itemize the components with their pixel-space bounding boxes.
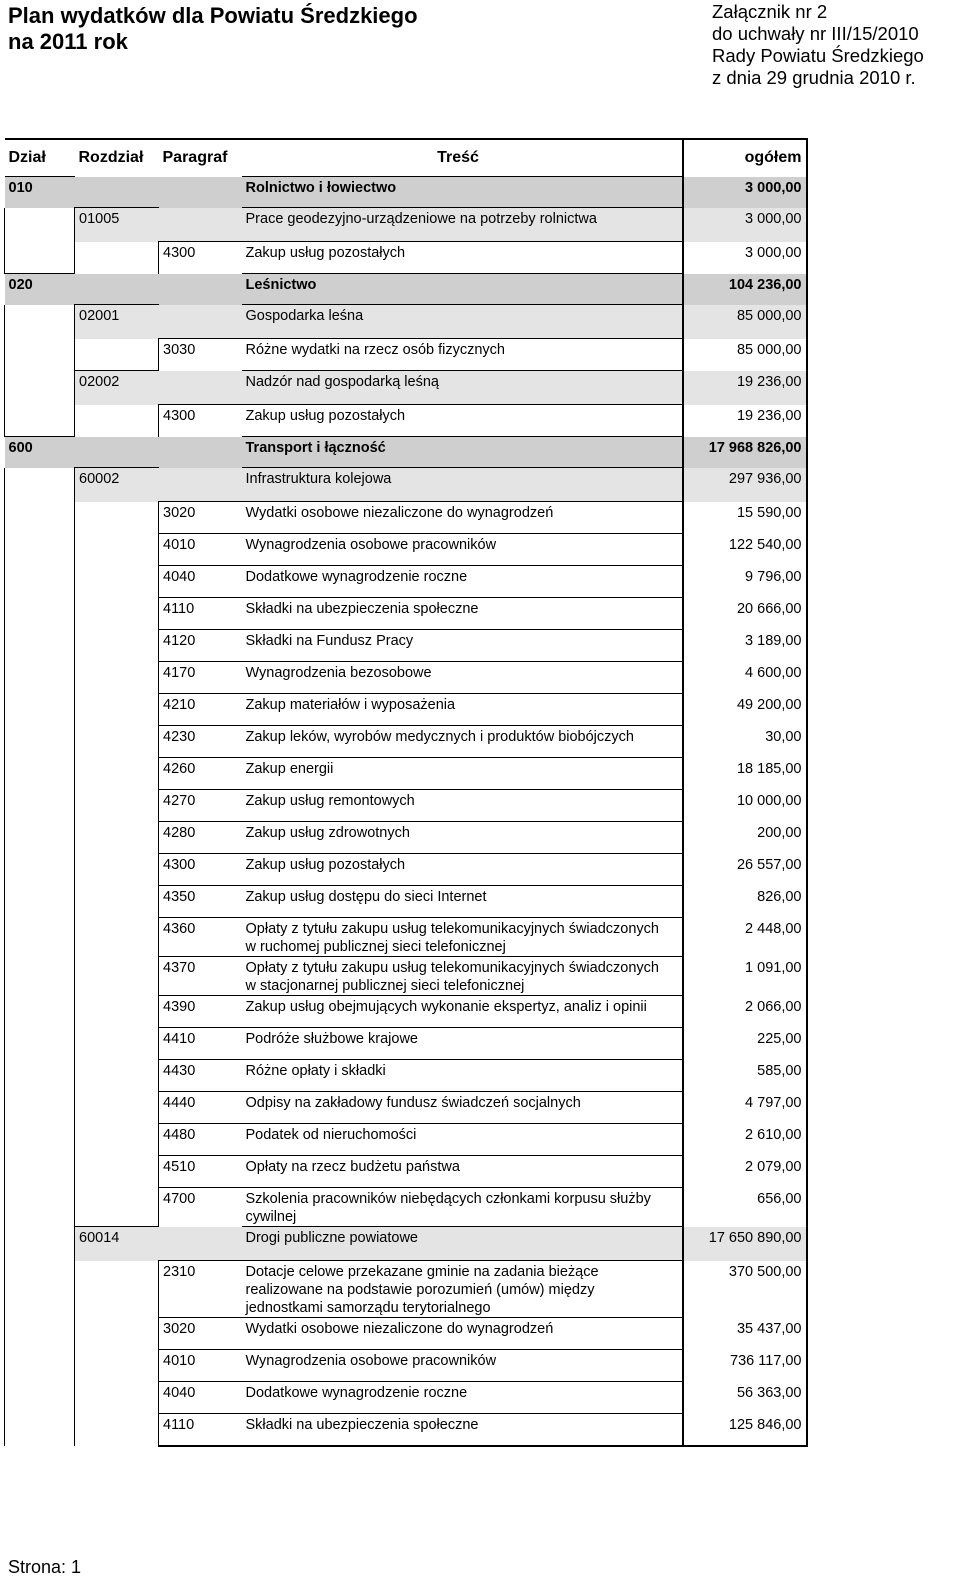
cell-ogolem: 3 189,00: [683, 630, 807, 662]
cell-gap: [675, 726, 683, 758]
cell-paragraf: [159, 1227, 242, 1261]
table-header-row: [5, 139, 807, 177]
expenditure-table: [4, 138, 808, 1447]
cell-rozdzial: [75, 1188, 159, 1227]
cell-ogolem: 30,00: [683, 726, 807, 758]
cell-tresc: Gospodarka leśna: [242, 305, 675, 339]
cell-dzial: [5, 1227, 75, 1261]
cell-dzial: 020: [5, 274, 75, 305]
table-row: [5, 1414, 807, 1447]
cell-dzial: [5, 758, 75, 790]
cell-gap: [675, 598, 683, 630]
annex-line-1: Załącznik nr 2: [712, 1, 828, 22]
cell-rozdzial: [75, 694, 159, 726]
cell-tresc: Drogi publiczne powiatowe: [242, 1227, 675, 1261]
cell-gap: [675, 758, 683, 790]
cell-ogolem: 3 000,00: [683, 208, 807, 242]
cell-tresc: Dodatkowe wynagrodzenie roczne: [242, 566, 675, 598]
header-tresc: Treść: [242, 139, 675, 177]
table-row: [5, 726, 807, 758]
cell-ogolem: 1 091,00: [683, 957, 807, 996]
cell-tresc: Wydatki osobowe niezaliczone do wynagrodzeń: [242, 1318, 675, 1350]
cell-gap: [675, 694, 683, 726]
cell-ogolem: 15 590,00: [683, 502, 807, 534]
cell-tresc: Zakup usług remontowych: [242, 790, 675, 822]
cell-paragraf: [159, 371, 242, 405]
cell-tresc: Składki na Fundusz Pracy: [242, 630, 675, 662]
cell-ogolem: 17 968 826,00: [683, 437, 807, 468]
cell-rozdzial: [75, 1350, 159, 1382]
cell-paragraf: 2310: [159, 1261, 242, 1318]
cell-ogolem: 2 066,00: [683, 996, 807, 1028]
cell-tresc: Zakup usług obejmujących wykonanie ekspertyz, analiz i opinii: [242, 996, 675, 1028]
cell-rozdzial: [75, 854, 159, 886]
cell-paragraf: 4110: [159, 1414, 242, 1447]
table-row: [5, 305, 807, 339]
document-title: [8, 3, 528, 55]
cell-gap: [675, 1414, 683, 1447]
table-row: [5, 694, 807, 726]
cell-rozdzial: [75, 1261, 159, 1318]
cell-gap: [675, 1156, 683, 1188]
cell-rozdzial: [75, 242, 159, 274]
cell-gap: [675, 534, 683, 566]
cell-tresc: Szkolenia pracowników niebędących członkami korpusu służby cywilnej: [242, 1188, 675, 1227]
cell-paragraf: 3020: [159, 502, 242, 534]
cell-dzial: [5, 371, 75, 405]
cell-dzial: [5, 1350, 75, 1382]
cell-ogolem: 200,00: [683, 822, 807, 854]
table-row: [5, 208, 807, 242]
cell-rozdzial: 02001: [75, 305, 159, 339]
cell-gap: [675, 1028, 683, 1060]
cell-rozdzial: [75, 957, 159, 996]
cell-paragraf: 4360: [159, 918, 242, 957]
cell-rozdzial: [75, 630, 159, 662]
cell-ogolem: 4 797,00: [683, 1092, 807, 1124]
cell-tresc: Podatek od nieruchomości: [242, 1124, 675, 1156]
cell-rozdzial: [75, 918, 159, 957]
cell-rozdzial: [75, 437, 159, 468]
cell-gap: [675, 437, 683, 468]
cell-dzial: [5, 1124, 75, 1156]
cell-ogolem: 85 000,00: [683, 339, 807, 371]
cell-ogolem: 35 437,00: [683, 1318, 807, 1350]
cell-paragraf: 4440: [159, 1092, 242, 1124]
cell-ogolem: 85 000,00: [683, 305, 807, 339]
cell-gap: [675, 886, 683, 918]
cell-gap: [675, 208, 683, 242]
cell-rozdzial: 02002: [75, 371, 159, 405]
cell-dzial: [5, 630, 75, 662]
cell-tresc: Prace geodezyjno-urządzeniowe na potrzeby rolnictwa: [242, 208, 675, 242]
table-row: [5, 371, 807, 405]
table-row: [5, 242, 807, 274]
cell-ogolem: 3 000,00: [683, 242, 807, 274]
cell-ogolem: 19 236,00: [683, 371, 807, 405]
cell-gap: [675, 630, 683, 662]
cell-ogolem: 297 936,00: [683, 468, 807, 502]
cell-ogolem: 2 079,00: [683, 1156, 807, 1188]
cell-paragraf: 4210: [159, 694, 242, 726]
table-row: [5, 1124, 807, 1156]
table-row: [5, 437, 807, 468]
cell-gap: [675, 305, 683, 339]
cell-paragraf: 4480: [159, 1124, 242, 1156]
cell-dzial: [5, 957, 75, 996]
cell-tresc: Wynagrodzenia osobowe pracowników: [242, 1350, 675, 1382]
cell-tresc: Podróże służbowe krajowe: [242, 1028, 675, 1060]
cell-paragraf: 4010: [159, 534, 242, 566]
table-row: [5, 1261, 807, 1318]
cell-dzial: [5, 1318, 75, 1350]
cell-gap: [675, 1350, 683, 1382]
cell-tresc: Dotacje celowe przekazane gminie na zadania bieżące realizowane na podstawie porozumień (umów) między jednostkami samorządu terytorialnego: [242, 1261, 675, 1318]
table-row: [5, 790, 807, 822]
cell-dzial: [5, 854, 75, 886]
cell-paragraf: 4350: [159, 886, 242, 918]
cell-ogolem: 26 557,00: [683, 854, 807, 886]
cell-ogolem: 736 117,00: [683, 1350, 807, 1382]
cell-paragraf: 4040: [159, 1382, 242, 1414]
cell-paragraf: 4120: [159, 630, 242, 662]
cell-ogolem: 104 236,00: [683, 274, 807, 305]
cell-tresc: Dodatkowe wynagrodzenie roczne: [242, 1382, 675, 1414]
cell-gap: [675, 1382, 683, 1414]
cell-ogolem: 122 540,00: [683, 534, 807, 566]
table-row: [5, 758, 807, 790]
cell-tresc: Odpisy na zakładowy fundusz świadczeń socjalnych: [242, 1092, 675, 1124]
cell-dzial: [5, 1261, 75, 1318]
cell-dzial: [5, 1156, 75, 1188]
cell-tresc: Zakup materiałów i wyposażenia: [242, 694, 675, 726]
table-row: [5, 502, 807, 534]
cell-dzial: [5, 726, 75, 758]
cell-paragraf: 4700: [159, 1188, 242, 1227]
header-ogolem: ogółem: [683, 139, 807, 177]
cell-dzial: [5, 822, 75, 854]
cell-ogolem: 17 650 890,00: [683, 1227, 807, 1261]
table-body: [5, 177, 807, 1447]
table-row: [5, 957, 807, 996]
cell-dzial: [5, 1028, 75, 1060]
cell-dzial: [5, 566, 75, 598]
table-row: [5, 1092, 807, 1124]
cell-ogolem: 10 000,00: [683, 790, 807, 822]
cell-dzial: [5, 694, 75, 726]
cell-tresc: Rolnictwo i łowiectwo: [242, 177, 675, 208]
table-row: [5, 1227, 807, 1261]
cell-ogolem: 370 500,00: [683, 1261, 807, 1318]
cell-paragraf: 4110: [159, 598, 242, 630]
cell-gap: [675, 996, 683, 1028]
cell-gap: [675, 1261, 683, 1318]
cell-dzial: [5, 242, 75, 274]
cell-gap: [675, 177, 683, 208]
cell-tresc: Infrastruktura kolejowa: [242, 468, 675, 502]
header-gap: [675, 139, 683, 177]
cell-dzial: [5, 468, 75, 502]
cell-paragraf: 4390: [159, 996, 242, 1028]
cell-tresc: Opłaty z tytułu zakupu usług telekomunikacyjnych świadczonych w ruchomej publicznej sieci telefonicznej: [242, 918, 675, 957]
cell-tresc: Zakup energii: [242, 758, 675, 790]
cell-ogolem: 2 448,00: [683, 918, 807, 957]
cell-tresc: Wynagrodzenia osobowe pracowników: [242, 534, 675, 566]
cell-rozdzial: 01005: [75, 208, 159, 242]
cell-ogolem: 9 796,00: [683, 566, 807, 598]
cell-ogolem: 49 200,00: [683, 694, 807, 726]
table-row: [5, 854, 807, 886]
cell-ogolem: 20 666,00: [683, 598, 807, 630]
cell-gap: [675, 790, 683, 822]
cell-gap: [675, 918, 683, 957]
table-row: [5, 405, 807, 437]
cell-tresc: Zakup usług pozostałych: [242, 854, 675, 886]
cell-tresc: Wynagrodzenia bezosobowe: [242, 662, 675, 694]
cell-paragraf: 4260: [159, 758, 242, 790]
cell-dzial: [5, 534, 75, 566]
cell-dzial: [5, 1382, 75, 1414]
cell-dzial: [5, 918, 75, 957]
cell-dzial: [5, 790, 75, 822]
cell-rozdzial: [75, 1028, 159, 1060]
cell-dzial: [5, 598, 75, 630]
table-row: [5, 918, 807, 957]
cell-rozdzial: [75, 726, 159, 758]
cell-dzial: [5, 1060, 75, 1092]
table-row: [5, 886, 807, 918]
table-row: [5, 468, 807, 502]
cell-paragraf: 4230: [159, 726, 242, 758]
cell-dzial: [5, 662, 75, 694]
cell-ogolem: 2 610,00: [683, 1124, 807, 1156]
cell-gap: [675, 822, 683, 854]
cell-paragraf: 4280: [159, 822, 242, 854]
header-dzial: Dział: [5, 139, 75, 177]
cell-gap: [675, 242, 683, 274]
cell-rozdzial: [75, 996, 159, 1028]
cell-rozdzial: [75, 790, 159, 822]
title-line-1: Plan wydatków dla Powiatu Średzkiego: [8, 3, 418, 28]
annex-line-3: Rady Powiatu Średzkiego: [712, 45, 924, 66]
table-row: [5, 1188, 807, 1227]
cell-ogolem: 56 363,00: [683, 1382, 807, 1414]
cell-paragraf: 4300: [159, 854, 242, 886]
table-row: [5, 566, 807, 598]
cell-gap: [675, 854, 683, 886]
table-row: [5, 1028, 807, 1060]
cell-dzial: [5, 1414, 75, 1447]
annex-reference: [712, 1, 960, 89]
cell-gap: [675, 1092, 683, 1124]
cell-paragraf: 4010: [159, 1350, 242, 1382]
cell-paragraf: 4370: [159, 957, 242, 996]
cell-rozdzial: [75, 502, 159, 534]
cell-rozdzial: [75, 566, 159, 598]
cell-paragraf: 4510: [159, 1156, 242, 1188]
cell-rozdzial: [75, 1092, 159, 1124]
cell-paragraf: 4040: [159, 566, 242, 598]
cell-dzial: [5, 208, 75, 242]
cell-dzial: [5, 339, 75, 371]
cell-gap: [675, 566, 683, 598]
cell-dzial: [5, 405, 75, 437]
cell-rozdzial: [75, 598, 159, 630]
cell-dzial: [5, 996, 75, 1028]
cell-tresc: Zakup usług pozostałych: [242, 242, 675, 274]
table-row: [5, 630, 807, 662]
cell-gap: [675, 371, 683, 405]
expenditure-table-container: [4, 138, 806, 1447]
cell-gap: [675, 1318, 683, 1350]
cell-gap: [675, 662, 683, 694]
cell-dzial: 600: [5, 437, 75, 468]
header-rozdzial: Rozdział: [75, 139, 159, 177]
cell-rozdzial: [75, 405, 159, 437]
cell-rozdzial: [75, 534, 159, 566]
cell-dzial: 010: [5, 177, 75, 208]
cell-ogolem: 19 236,00: [683, 405, 807, 437]
table-row: [5, 1060, 807, 1092]
cell-rozdzial: [75, 1318, 159, 1350]
cell-rozdzial: [75, 662, 159, 694]
cell-tresc: Wydatki osobowe niezaliczone do wynagrodzeń: [242, 502, 675, 534]
table-row: [5, 1350, 807, 1382]
cell-rozdzial: [75, 274, 159, 305]
cell-paragraf: 3030: [159, 339, 242, 371]
cell-rozdzial: [75, 822, 159, 854]
cell-rozdzial: 60014: [75, 1227, 159, 1261]
cell-paragraf: 4300: [159, 405, 242, 437]
cell-paragraf: 4170: [159, 662, 242, 694]
annex-line-2: do uchwały nr III/15/2010: [712, 23, 919, 44]
page-number: Strona: 1: [8, 1557, 82, 1577]
cell-paragraf: [159, 177, 242, 208]
cell-ogolem: 125 846,00: [683, 1414, 807, 1447]
cell-tresc: Różne opłaty i składki: [242, 1060, 675, 1092]
table-row: [5, 339, 807, 371]
cell-paragraf: 3020: [159, 1318, 242, 1350]
table-row: [5, 822, 807, 854]
cell-paragraf: [159, 468, 242, 502]
cell-gap: [675, 1124, 683, 1156]
cell-rozdzial: [75, 1156, 159, 1188]
cell-dzial: [5, 886, 75, 918]
cell-gap: [675, 502, 683, 534]
cell-ogolem: 656,00: [683, 1188, 807, 1227]
cell-rozdzial: [75, 758, 159, 790]
cell-tresc: Składki na ubezpieczenia społeczne: [242, 598, 675, 630]
cell-rozdzial: [75, 1060, 159, 1092]
cell-rozdzial: [75, 1382, 159, 1414]
table-row: [5, 274, 807, 305]
cell-paragraf: [159, 274, 242, 305]
cell-paragraf: [159, 305, 242, 339]
cell-gap: [675, 1227, 683, 1261]
cell-tresc: Zakup usług pozostałych: [242, 405, 675, 437]
cell-tresc: Leśnictwo: [242, 274, 675, 305]
cell-gap: [675, 274, 683, 305]
cell-paragraf: [159, 208, 242, 242]
cell-tresc: Różne wydatki na rzecz osób fizycznych: [242, 339, 675, 371]
cell-ogolem: 3 000,00: [683, 177, 807, 208]
cell-ogolem: 18 185,00: [683, 758, 807, 790]
cell-rozdzial: [75, 1124, 159, 1156]
cell-ogolem: 4 600,00: [683, 662, 807, 694]
cell-dzial: [5, 305, 75, 339]
cell-tresc: Zakup usług zdrowotnych: [242, 822, 675, 854]
cell-tresc: Transport i łączność: [242, 437, 675, 468]
cell-gap: [675, 339, 683, 371]
cell-rozdzial: 60002: [75, 468, 159, 502]
table-row: [5, 1382, 807, 1414]
table-row: [5, 1156, 807, 1188]
cell-paragraf: 4410: [159, 1028, 242, 1060]
cell-paragraf: 4300: [159, 242, 242, 274]
table-row: [5, 1318, 807, 1350]
cell-dzial: [5, 1188, 75, 1227]
cell-paragraf: [159, 437, 242, 468]
table-row: [5, 662, 807, 694]
cell-tresc: Zakup leków, wyrobów medycznych i produktów biobójczych: [242, 726, 675, 758]
cell-gap: [675, 405, 683, 437]
cell-rozdzial: [75, 177, 159, 208]
cell-dzial: [5, 502, 75, 534]
cell-rozdzial: [75, 1414, 159, 1447]
cell-ogolem: 826,00: [683, 886, 807, 918]
cell-rozdzial: [75, 886, 159, 918]
cell-gap: [675, 957, 683, 996]
table-row: [5, 177, 807, 208]
cell-paragraf: 4270: [159, 790, 242, 822]
table-row: [5, 598, 807, 630]
table-row: [5, 534, 807, 566]
table-row: [5, 996, 807, 1028]
title-line-2: na 2011 rok: [8, 29, 128, 54]
cell-tresc: Składki na ubezpieczenia społeczne: [242, 1414, 675, 1447]
cell-ogolem: 585,00: [683, 1060, 807, 1092]
cell-gap: [675, 468, 683, 502]
cell-tresc: Opłaty na rzecz budżetu państwa: [242, 1156, 675, 1188]
cell-tresc: Zakup usług dostępu do sieci Internet: [242, 886, 675, 918]
cell-tresc: Nadzór nad gospodarką leśną: [242, 371, 675, 405]
cell-dzial: [5, 1092, 75, 1124]
header-paragraf: Paragraf: [159, 139, 242, 177]
cell-gap: [675, 1060, 683, 1092]
annex-line-4: z dnia 29 grudnia 2010 r.: [712, 67, 916, 88]
cell-tresc: Opłaty z tytułu zakupu usług telekomunikacyjnych świadczonych w stacjonarnej publicznej sieci telefonicznej: [242, 957, 675, 996]
cell-ogolem: 225,00: [683, 1028, 807, 1060]
cell-paragraf: 4430: [159, 1060, 242, 1092]
cell-gap: [675, 1188, 683, 1227]
cell-rozdzial: [75, 339, 159, 371]
